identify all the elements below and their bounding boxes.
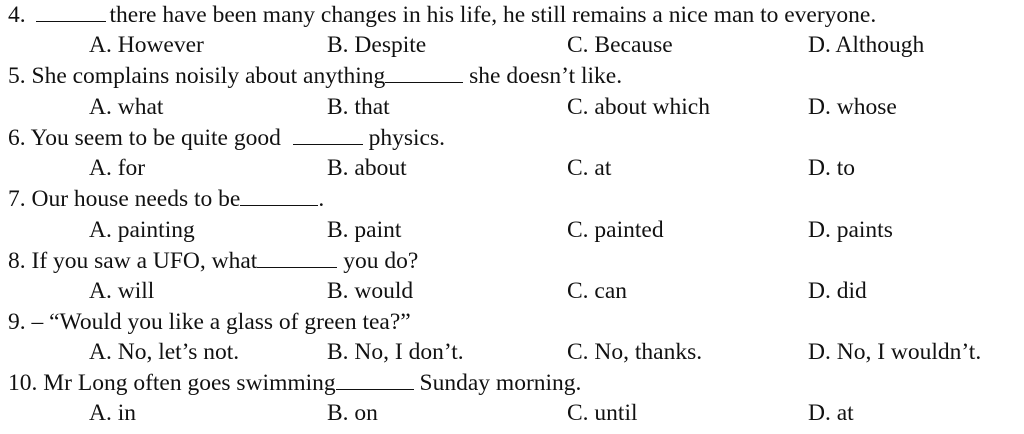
option-a: A. what	[89, 94, 164, 120]
question-text-end: .	[318, 186, 325, 212]
question-number: 10.	[8, 370, 38, 396]
option-d: D. whose	[808, 94, 897, 120]
question-text-end: she doesn’t like.	[463, 63, 623, 89]
question-text-end: Sunday morning.	[413, 370, 582, 396]
option-d: D. to	[808, 155, 855, 181]
question-text: there have been many changes in his life, he still remains a nice man to everyone.	[109, 2, 877, 28]
option-a: A. painting	[89, 217, 195, 243]
option-d: D. No, I wouldn’t.	[808, 339, 982, 365]
option-c: C. until	[567, 400, 638, 426]
option-a: A. will	[89, 278, 155, 304]
question-7	[8, 185, 324, 213]
option-b: B. paint	[327, 217, 402, 243]
option-b: B. would	[327, 278, 414, 304]
question-number: 4.	[8, 2, 26, 28]
question-text: You seem to be quite good	[30, 125, 287, 151]
option-b: B. No, I don’t.	[327, 339, 464, 365]
question-10	[8, 369, 581, 397]
option-d: D. at	[808, 400, 854, 426]
question-4	[8, 1, 876, 29]
question-5	[8, 62, 622, 90]
option-b: B. on	[327, 400, 378, 426]
option-b: B. that	[327, 94, 390, 120]
question-number: 7.	[8, 186, 26, 212]
question-8	[8, 247, 418, 275]
answer-blank	[336, 369, 414, 390]
option-d: D. did	[808, 278, 867, 304]
option-c: C. No, thanks.	[567, 339, 703, 365]
answer-blank	[257, 247, 337, 268]
option-c: C. at	[567, 155, 612, 181]
option-a: A. No, let’s not.	[89, 339, 240, 365]
option-c: C. can	[567, 278, 628, 304]
option-a: A. in	[89, 400, 136, 426]
option-d: D. Although	[808, 32, 925, 58]
option-c: C. about which	[567, 94, 710, 120]
answer-blank	[385, 62, 463, 83]
question-text: – “Would you like a glass of green tea?”	[31, 309, 411, 335]
answer-blank	[293, 124, 363, 145]
question-9	[8, 308, 411, 336]
question-text: Our house needs to be	[31, 186, 241, 212]
question-number: 9.	[8, 309, 26, 335]
option-a: A. for	[89, 155, 146, 181]
question-text-end: physics.	[362, 125, 445, 151]
option-c: C. Because	[567, 32, 673, 58]
question-text: Mr Long often goes swimming	[43, 370, 336, 396]
option-d: D. paints	[808, 217, 893, 243]
option-c: C. painted	[567, 217, 664, 243]
question-number: 6.	[8, 125, 26, 151]
question-text: If you saw a UFO, what	[31, 248, 258, 274]
question-text: She complains noisily about anything	[31, 63, 386, 89]
option-b: B. Despite	[327, 32, 427, 58]
answer-blank	[240, 185, 318, 206]
question-number: 5.	[8, 63, 26, 89]
question-6	[8, 124, 445, 152]
question-text-end: you do?	[337, 248, 419, 274]
question-number: 8.	[8, 248, 26, 274]
option-a: A. However	[89, 32, 204, 58]
option-b: B. about	[327, 155, 407, 181]
answer-blank	[36, 1, 106, 22]
